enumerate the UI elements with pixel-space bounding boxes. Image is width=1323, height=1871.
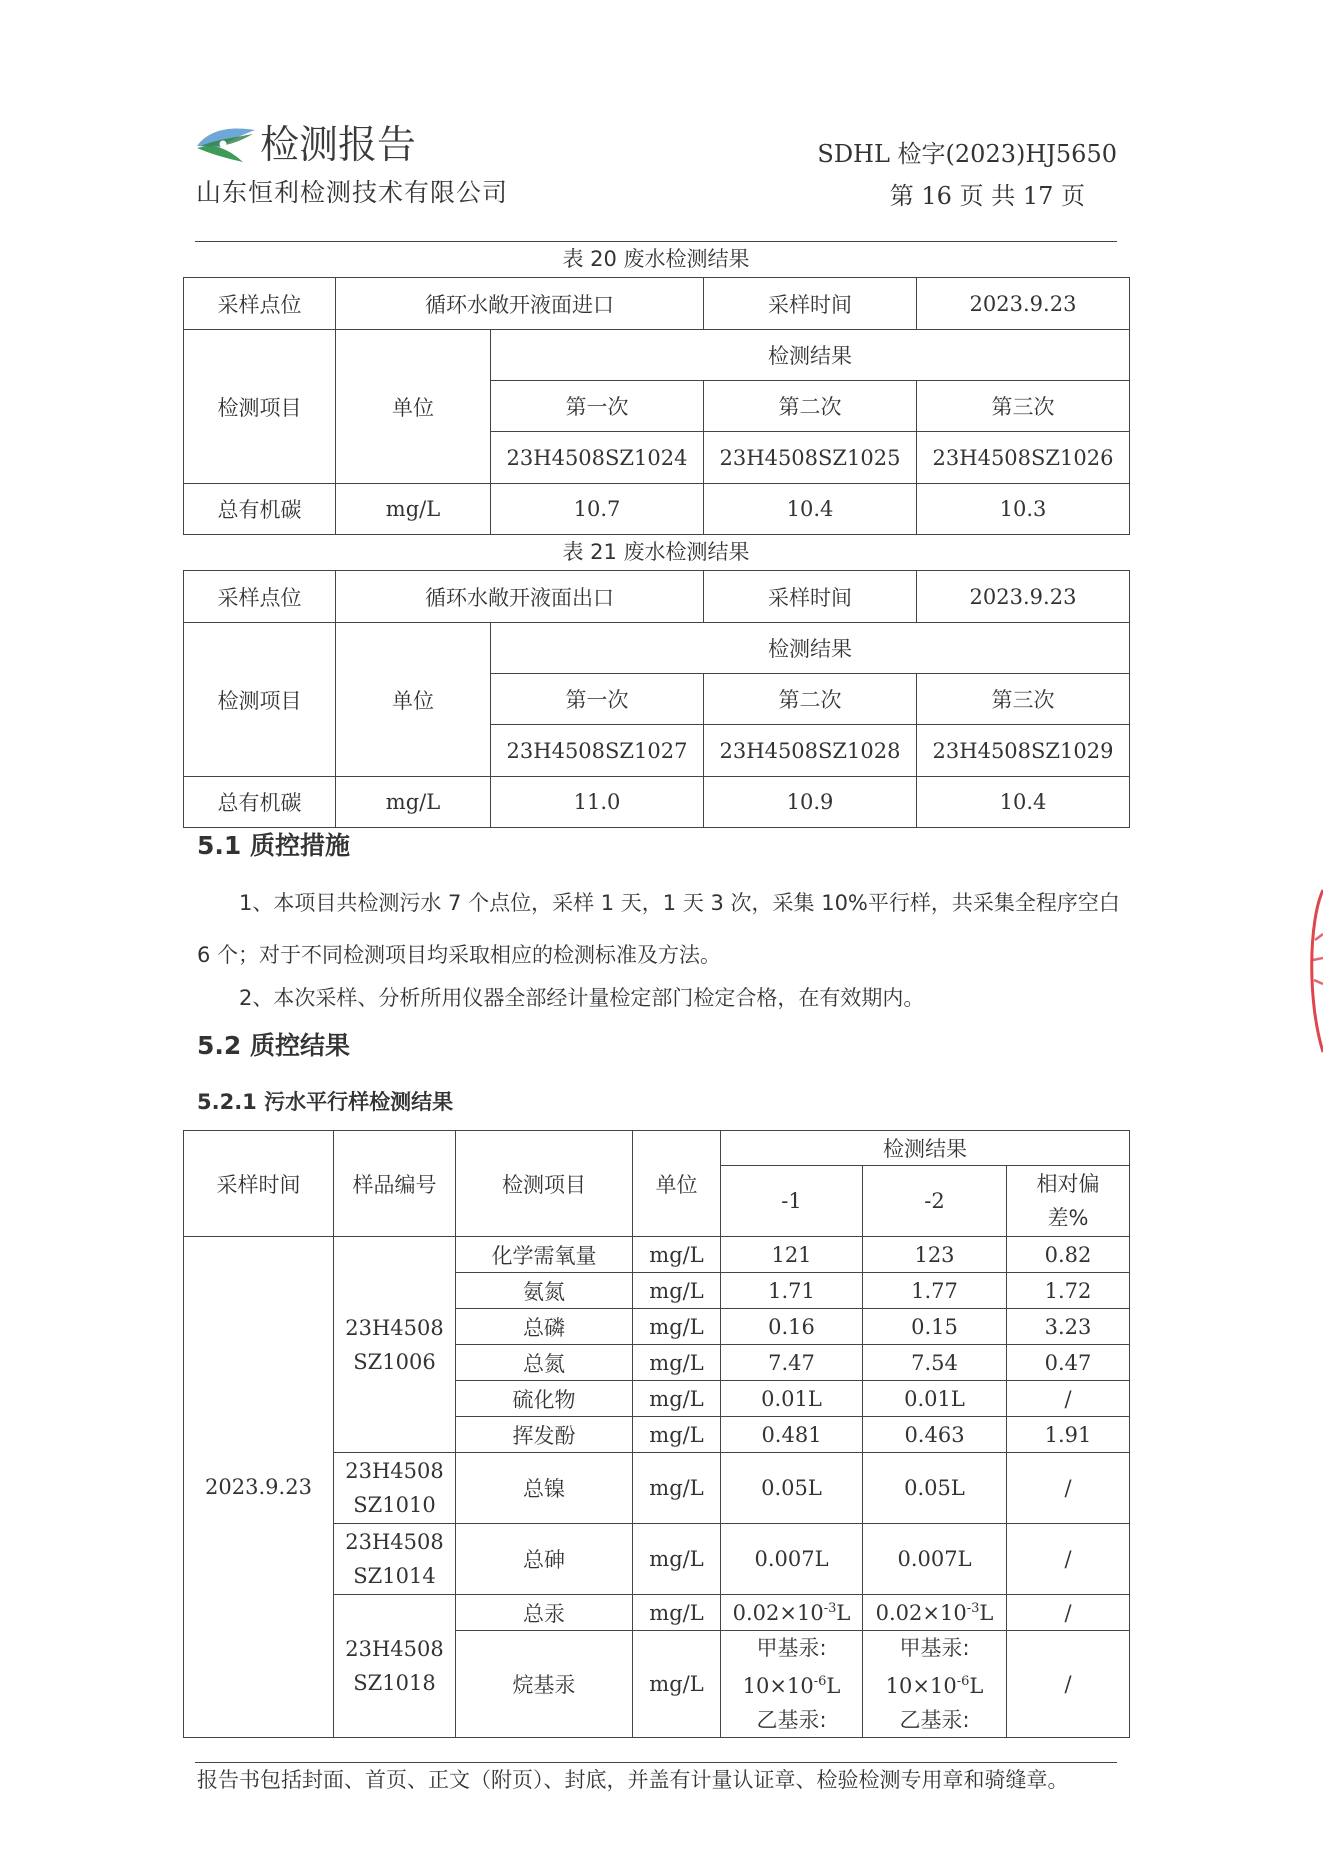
table20-sample-point: 循环水敞开液面进口 bbox=[336, 278, 704, 330]
footer-note: 报告书包括封面、首页、正文（附页）、封底，并盖有计量认证章、检验检测专用章和骑缝章。 bbox=[197, 1768, 1069, 1792]
qc-item: 总砷 bbox=[456, 1524, 633, 1595]
qc-unit: mg/L bbox=[633, 1453, 721, 1524]
table21-sample-point: 循环水敞开液面出口 bbox=[336, 571, 704, 623]
seal-edge-icon bbox=[1301, 880, 1323, 1060]
table-row bbox=[184, 1237, 1130, 1273]
qc-value-exp: -6 bbox=[956, 1674, 970, 1689]
table20-sample-time-label: 采样时间 bbox=[704, 278, 917, 330]
qc-header-result: 检测结果 bbox=[721, 1131, 1130, 1166]
qc-sample-no-g1 bbox=[334, 1237, 456, 1453]
qc-item: 氨氮 bbox=[456, 1273, 633, 1309]
company-name: 山东恒利检测技术有限公司 bbox=[196, 178, 509, 207]
qc-value-2: 0.463 bbox=[863, 1417, 1007, 1453]
table20-run-1: 第一次 bbox=[491, 381, 704, 432]
qc-unit: mg/L bbox=[633, 1345, 721, 1381]
table21-value-2: 10.9 bbox=[704, 777, 917, 828]
table20-caption: 表 20 废水检测结果 bbox=[562, 247, 750, 271]
table20-item-label: 检测项目 bbox=[184, 330, 336, 484]
qc-rel-dev: 0.47 bbox=[1007, 1345, 1130, 1381]
table21-sample-time-label: 采样时间 bbox=[704, 571, 917, 623]
qc-sample-no-g1-line-2: SZ1006 bbox=[353, 1349, 436, 1374]
qc-sample-no-g2-line-2: SZ1010 bbox=[353, 1493, 436, 1517]
qc-unit: mg/L bbox=[633, 1381, 721, 1417]
table20-sample-id-1: 23H4508SZ1024 bbox=[491, 432, 704, 484]
header-rule bbox=[195, 241, 1117, 242]
qc-header-sample-no: 样品编号 bbox=[334, 1131, 456, 1237]
qc-value-1: 0.007L bbox=[721, 1524, 863, 1595]
qc-sample-time: 2023.9.23 bbox=[184, 1237, 334, 1738]
qc-header-rel-dev-line-1: 相对偏 bbox=[1036, 1172, 1100, 1196]
qc-unit: mg/L bbox=[633, 1309, 721, 1345]
table20-run-2: 第二次 bbox=[704, 381, 917, 432]
qc-value-2 bbox=[863, 1631, 1007, 1738]
table20-unit-label: 单位 bbox=[336, 330, 491, 484]
qc-rel-dev: / bbox=[1007, 1595, 1130, 1631]
qc-sample-no-g3 bbox=[334, 1524, 456, 1595]
qc-value-exp: -3 bbox=[823, 1600, 837, 1616]
qc-value-suffix: L bbox=[826, 1674, 841, 1698]
section-5-1-heading: 5.1 质控措施 bbox=[197, 831, 350, 860]
qc-value-suffix: L bbox=[969, 1674, 984, 1698]
report-title: 检测报告 bbox=[260, 123, 417, 168]
qc-header-time: 采样时间 bbox=[184, 1131, 334, 1237]
qc-item: 化学需氧量 bbox=[456, 1237, 633, 1273]
qc-unit: mg/L bbox=[633, 1273, 721, 1309]
qc-rel-dev: 1.72 bbox=[1007, 1273, 1130, 1309]
qc-sample-no-g4 bbox=[334, 1595, 456, 1738]
qc-value-line-2 bbox=[721, 1665, 862, 1703]
qc-value-2: 123 bbox=[863, 1237, 1007, 1273]
qc-header-parallel-2: -2 bbox=[863, 1166, 1007, 1237]
qc-sample-no-g4-line-1: 23H4508 bbox=[345, 1637, 444, 1661]
footer-rule bbox=[195, 1762, 1117, 1763]
qc-value-line-2 bbox=[863, 1665, 1006, 1703]
qc-header-item: 检测项目 bbox=[456, 1131, 633, 1237]
qc-value-1: 0.05L bbox=[721, 1453, 863, 1524]
qc-header-rel-dev bbox=[1007, 1166, 1130, 1237]
qc-value-line-3: 乙基汞: bbox=[899, 1708, 970, 1732]
qc-value-line-1: 甲基汞: bbox=[899, 1636, 970, 1660]
qc-rel-dev: 3.23 bbox=[1007, 1309, 1130, 1345]
table20-sample-id-3: 23H4508SZ1026 bbox=[917, 432, 1130, 484]
qc-value-exp: -3 bbox=[966, 1600, 980, 1616]
table21-caption: 表 21 废水检测结果 bbox=[562, 540, 750, 564]
qc-value-2 bbox=[863, 1595, 1007, 1631]
section-5-2-1-heading: 5.2.1 污水平行样检测结果 bbox=[197, 1090, 454, 1114]
qc-item: 总氮 bbox=[456, 1345, 633, 1381]
qc-unit: mg/L bbox=[633, 1237, 721, 1273]
qc-value-base: 0.02×10 bbox=[875, 1600, 967, 1625]
qc-value-2: 0.01L bbox=[863, 1381, 1007, 1417]
qc-unit: mg/L bbox=[633, 1524, 721, 1595]
qc-value-1: 121 bbox=[721, 1237, 863, 1273]
qc-value-line-1: 甲基汞: bbox=[756, 1636, 827, 1660]
company-logo-icon bbox=[195, 124, 257, 168]
section-5-2-heading: 5.2 质控结果 bbox=[197, 1031, 350, 1060]
table21-sample-id-2: 23H4508SZ1028 bbox=[704, 725, 917, 777]
qc-value-1: 0.481 bbox=[721, 1417, 863, 1453]
table20-value-2: 10.4 bbox=[704, 484, 917, 535]
table21-value-1: 11.0 bbox=[491, 777, 704, 828]
qc-value-exp: -6 bbox=[813, 1674, 827, 1689]
qc-value-1: 0.16 bbox=[721, 1309, 863, 1345]
qc-value-1: 7.47 bbox=[721, 1345, 863, 1381]
qc-sample-no-g4-line-2: SZ1018 bbox=[353, 1671, 436, 1695]
section-5-1-para-1: 1、本项目共检测污水 7 个点位，采样 1 天，1 天 3 次，采集 10%平行样，共采集全程序空白 6 个；对于不同检测项目均采取相应的检测标准及方法。 bbox=[197, 891, 1120, 967]
table20-sample-id-2: 23H4508SZ1025 bbox=[704, 432, 917, 484]
qc-value-line-3: 乙基汞: bbox=[756, 1708, 827, 1732]
page-number: 第 16 页 共 17 页 bbox=[889, 182, 1085, 210]
qc-sample-no-g2 bbox=[334, 1453, 456, 1524]
table21 bbox=[183, 570, 1130, 828]
table20-item: 总有机碳 bbox=[184, 484, 336, 535]
table21-sample-id-3: 23H4508SZ1029 bbox=[917, 725, 1130, 777]
qc-value-2: 0.05L bbox=[863, 1453, 1007, 1524]
table21-item: 总有机碳 bbox=[184, 777, 336, 828]
qc-value-2: 7.54 bbox=[863, 1345, 1007, 1381]
table20 bbox=[183, 277, 1130, 535]
qc-unit: mg/L bbox=[633, 1417, 721, 1453]
table20-sample-point-label: 采样点位 bbox=[184, 278, 336, 330]
table21-item-label: 检测项目 bbox=[184, 623, 336, 777]
qc-value-1: 1.71 bbox=[721, 1273, 863, 1309]
qc-unit: mg/L bbox=[633, 1595, 721, 1631]
table21-unit-label: 单位 bbox=[336, 623, 491, 777]
qc-value-2: 0.15 bbox=[863, 1309, 1007, 1345]
qc-item: 总汞 bbox=[456, 1595, 633, 1631]
qc-sample-no-g2-line-1: 23H4508 bbox=[345, 1459, 444, 1483]
qc-value-base: 0.02×10 bbox=[732, 1600, 824, 1625]
qc-rel-dev: / bbox=[1007, 1524, 1130, 1595]
qc-value-1 bbox=[721, 1595, 863, 1631]
qc-rel-dev: / bbox=[1007, 1631, 1130, 1738]
table20-value-1: 10.7 bbox=[491, 484, 704, 535]
table20-result-label: 检测结果 bbox=[491, 330, 1130, 381]
qc-item: 总磷 bbox=[456, 1309, 633, 1345]
qc-header-unit: 单位 bbox=[633, 1131, 721, 1237]
qc-rel-dev: / bbox=[1007, 1381, 1130, 1417]
qc-value-suffix: L bbox=[836, 1600, 851, 1625]
table21-run-1: 第一次 bbox=[491, 674, 704, 725]
section-5-1-para-2: 2、本次采样、分析所用仪器全部经计量检定部门检定合格，在有效期内。 bbox=[239, 986, 925, 1010]
table20-sample-time: 2023.9.23 bbox=[917, 278, 1130, 330]
table21-sample-time: 2023.9.23 bbox=[917, 571, 1130, 623]
qc-item: 总镍 bbox=[456, 1453, 633, 1524]
qc-rel-dev: / bbox=[1007, 1453, 1130, 1524]
qc-rel-dev: 0.82 bbox=[1007, 1237, 1130, 1273]
table21-value-3: 10.4 bbox=[917, 777, 1130, 828]
qc-value-base: 10×10 bbox=[885, 1674, 957, 1698]
qc-header-rel-dev-line-2: 差% bbox=[1047, 1206, 1089, 1230]
qc-item: 挥发酚 bbox=[456, 1417, 633, 1453]
qc-sample-no-g3-line-1: 23H4508 bbox=[345, 1530, 444, 1554]
table20-run-3: 第三次 bbox=[917, 381, 1130, 432]
table21-sample-point-label: 采样点位 bbox=[184, 571, 336, 623]
qc-value-2: 1.77 bbox=[863, 1273, 1007, 1309]
table20-value-3: 10.3 bbox=[917, 484, 1130, 535]
report-number: SDHL 检字(2023)HJ5650 bbox=[817, 140, 1117, 168]
qc-item: 硫化物 bbox=[456, 1381, 633, 1417]
qc-sample-no-g1-line-1: 23H4508 bbox=[345, 1315, 444, 1340]
qc-header-parallel-1: -1 bbox=[721, 1166, 863, 1237]
qc-value-1: 0.01L bbox=[721, 1381, 863, 1417]
qc-item: 烷基汞 bbox=[456, 1631, 633, 1738]
table21-sample-id-1: 23H4508SZ1027 bbox=[491, 725, 704, 777]
table21-run-3: 第三次 bbox=[917, 674, 1130, 725]
qc-value-base: 10×10 bbox=[742, 1674, 814, 1698]
qc-value-suffix: L bbox=[979, 1600, 994, 1625]
table21-result-label: 检测结果 bbox=[491, 623, 1130, 674]
table21-unit: mg/L bbox=[336, 777, 491, 828]
qc-sample-no-g3-line-2: SZ1014 bbox=[353, 1564, 436, 1588]
qc-parallel-table bbox=[183, 1130, 1130, 1738]
table20-unit: mg/L bbox=[336, 484, 491, 535]
qc-rel-dev: 1.91 bbox=[1007, 1417, 1130, 1453]
table21-run-2: 第二次 bbox=[704, 674, 917, 725]
qc-value-1 bbox=[721, 1631, 863, 1738]
qc-value-2: 0.007L bbox=[863, 1524, 1007, 1595]
qc-unit: mg/L bbox=[633, 1631, 721, 1738]
